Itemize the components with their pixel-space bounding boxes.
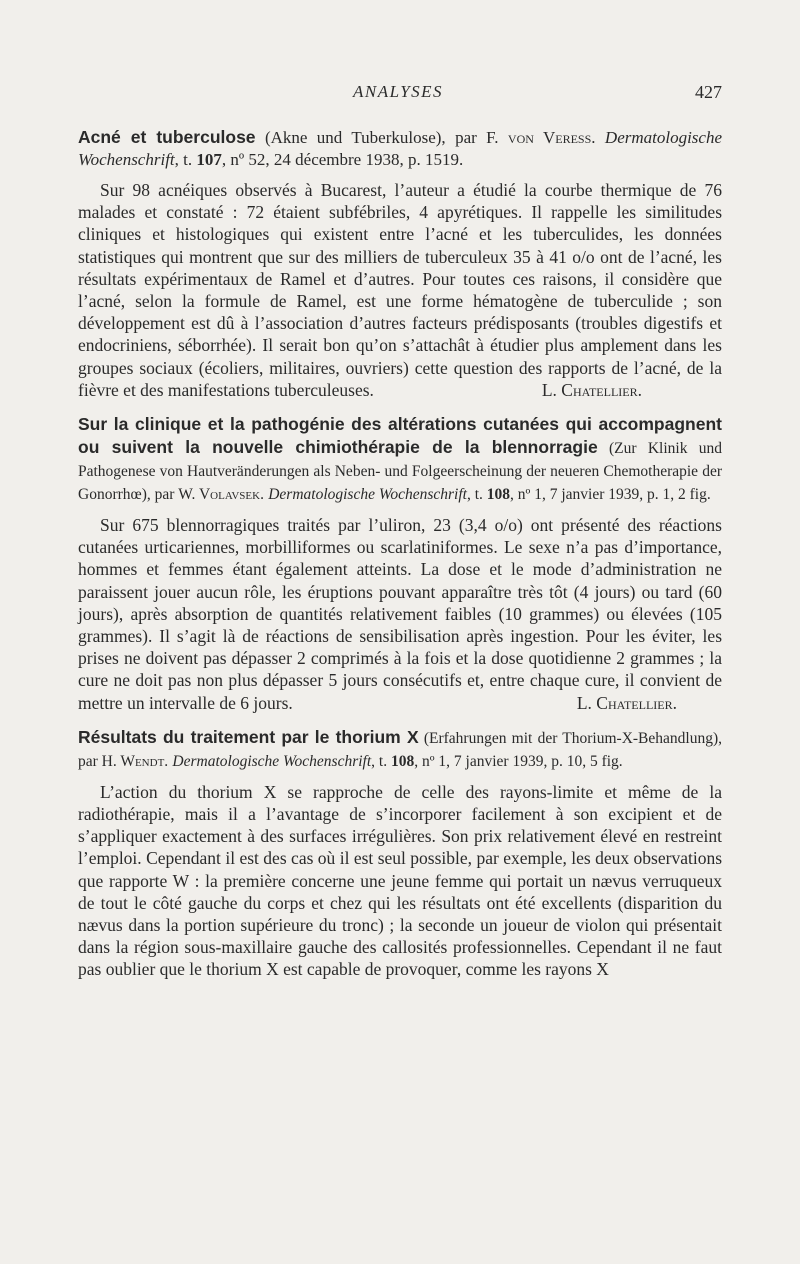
- article-body-text: L’action du thorium X se rapproche de celle des rayons-limite et même de la radiothérapie, mais il a l’avantage de s’incorporer facilement à son excipient et de s’appliquer exactement à des surfaces irrégulières. Son prix relativement élevé en restreint l’emploi. Cependant il est des cas où il est seul possible, par exemple, les deux observations que rapporte W : la première concerne une jeune femme qui portait un nævus verruqueux de tout le côté gauche du corps et chez qui les résultats ont été excellents (disparition du nævus dans la portion supérieure du tronc) ; la seconde un joueur de violon qui présentait dans la région sous-maxillaire gauche des callosités professionnelles. Cependant il ne faut pas oublier que le thorium X est capable de provoquer, comme les rayons X: [78, 781, 722, 980]
- page-number: 427: [695, 82, 722, 102]
- reference-journal: Dermatologische Wochenschrift: [172, 752, 372, 770]
- article-thorium-x: [78, 726, 722, 981]
- reference-volume: 107: [196, 150, 222, 169]
- reference-original-title: (Akne und Tuberkulose), par: [264, 128, 487, 147]
- page-content: [78, 126, 722, 993]
- reference-separator: , t.: [371, 752, 391, 770]
- reference-details: , nº 52, 24 décembre 1938, p. 1519.: [221, 150, 464, 169]
- running-head: ANALYSES: [352, 82, 444, 101]
- article-signature: L. Chatellier.: [576, 692, 677, 713]
- article-acne-tuberculose: [78, 126, 722, 401]
- reference-author: W. Volavsek.: [178, 486, 264, 504]
- reference-volume: 108: [486, 486, 511, 504]
- article-heading: [78, 726, 722, 773]
- reference-journal: Dermatologische Wochenschrift: [268, 486, 467, 504]
- reference-separator: , t.: [466, 486, 487, 504]
- reference-details: , nº 1, 7 janvier 1939, p. 1, 2 fig.: [510, 486, 711, 504]
- reference-author: F. von Veress.: [486, 128, 596, 147]
- reference-original-title: (Zur Klinik und Pathogenese von Hautveränderungen als Neben- und Folgeerscheinung der neueren Chemotherapie der Gonorrhœ), par: [78, 440, 722, 504]
- reference-author: H. Wendt.: [101, 752, 169, 770]
- reference-details: , nº 1, 7 janvier 1939, p. 10, 5 fig.: [414, 752, 623, 770]
- article-chimiotherapie-blennorragie: [78, 413, 722, 714]
- article-body-text: Sur 675 blennorragiques traités par l’uliron, 23 (3,4 o/o) ont présenté des réactions cutanées urticariennes, morbilliformes ou scarlatiniformes. Le sexe n’a pas d’importance, hommes et femmes étant également atteints. La dose et le mode d’administration ne paraissent jouer aucun rôle, les éruptions pouvant apparaître très tôt (4 jours) ou tard (60 jours), après absorption de quantités relativement faibles (10 grammes) ou élevées (105 grammes). Il s’agit là de réactions de sensibilisation après ingestion. Pour les éviter, les prises ne doivent pas dépasser 2 comprimés à la fois et la dose quotidienne 2 grammes ; la cure ne doit pas non plus dépasser 5 jours consécutifs et, entre chaque cure, il convient de mettre un intervalle de 6 jours.: [78, 515, 722, 713]
- reference-separator: , t.: [174, 150, 197, 169]
- article-signature: L. Chatellier.: [541, 379, 642, 400]
- page-header: [78, 82, 722, 110]
- article-title: Sur la clinique et la pathogénie des altérations cutanées qui accompagnent ou suivent la nouvelle chimiothérapie de la blennorragie: [78, 414, 722, 458]
- reference-journal: Dermatologische Wochenschrift: [78, 128, 723, 169]
- article-title: Acné et tuberculose: [78, 127, 256, 147]
- article-title: Résultats du traitement par le thorium X: [78, 726, 419, 747]
- article-heading: [78, 126, 722, 171]
- article-body: [78, 781, 722, 981]
- article-body: [78, 179, 722, 401]
- article-heading: [78, 413, 722, 506]
- reference-original-title: (Erfahrungen mit der Thorium-X-Behandlung), par: [78, 729, 722, 770]
- reference-volume: 108: [390, 752, 415, 770]
- article-body-text: Sur 98 acnéiques observés à Bucarest, l’auteur a étudié la courbe thermique de 76 malades et constaté : 72 étaient subfébriles, 4 apyrétiques. Il rappelle les similitudes cliniques et histologiques qui existent entre l’acné et les tuberculides, les données statistiques qui montrent que sur des milliers de tuberculeux 35 à 41 o/o ont de l’acné, les résultats expérimentaux de Ramel et d’autres. Pour toutes ces raisons, il considère que l’acné, selon la formule de Ramel, est une forme hématogène de tuberculide ; son développement est dû à l’association d’autres facteurs prédisposants (troubles digestifs et endocriniens, séborrhée). Il serait bon qu’on s’attachât à étudier plus amplement dans les groupes sociaux (écoliers, militaires, ouvriers) cette question des rapports de l’acné, de la fièvre et des manifestations tuberculeuses.: [78, 180, 722, 400]
- article-body: [78, 514, 722, 714]
